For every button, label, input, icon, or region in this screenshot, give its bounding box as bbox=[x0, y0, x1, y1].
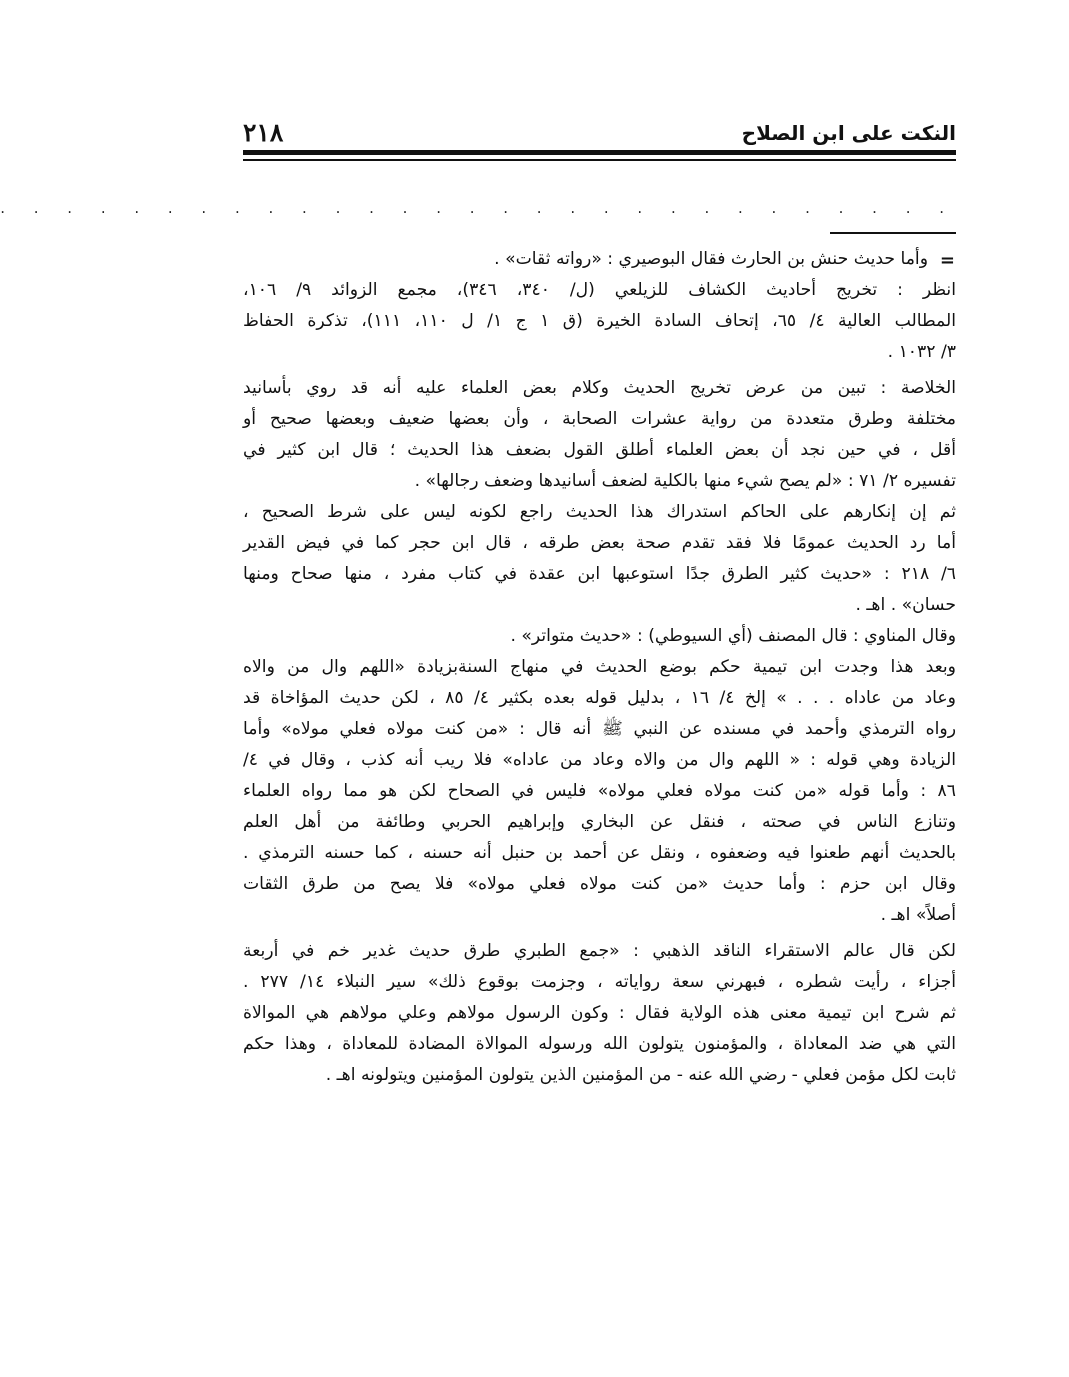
text-line: انظر : تخريج أحاديث الكشاف للزيلعي (ل/ ٣٤٠، ٣٤٦)، مجمع الزوائد ٩/ ١٠٦، bbox=[243, 280, 956, 300]
text-line: حسان» . اهـ . bbox=[855, 595, 956, 615]
text-line: ثابت لكل مؤمن فعلي - رضي الله عنه - من المؤمنين الذين يتولون المؤمنين ويتولونه اهـ . bbox=[325, 1065, 956, 1085]
page-header bbox=[243, 118, 956, 148]
text-line: رواه الترمذي وأحمد في مسنده عن النبي ﷺ أنه قال : «من كنت مولاه فعلي مولاه» وأما bbox=[243, 719, 956, 739]
text-line: وقال ابن حزم : وأما حديث «من كنت مولاه فعلي مولاه» فلا يصح من طرق الثقات bbox=[243, 874, 956, 894]
text-line: ٨٦ : وأما قوله «من كنت مولاه فعلي مولاه» فليس في الصحاح لكن هو مما رواه العلماء bbox=[243, 781, 956, 801]
text-line: أصلاً» اهـ . bbox=[880, 905, 956, 925]
book-title: النكت على ابن الصلاح bbox=[741, 121, 956, 145]
text-line: وعاد من عاداه . . . » إلخ ٤/ ١٦ ، بدليل قوله بعده بكثير ٤/ ٨٥ ، لكن حديث المؤاخاة قد bbox=[243, 688, 956, 708]
text-line: وقال المناوي : قال المصنف (أي السيوطي) : «حديث متواتر» . bbox=[510, 626, 956, 646]
footnote-rule bbox=[830, 232, 956, 234]
text-line: ثم إن إنكارهم على الحاكم استدراك هذا الحديث راجع لكونه ليس على شرط الصحيح ، bbox=[243, 502, 956, 522]
text-line: لكن قال عالم الاستقراء الناقد الذهبي : «جمع الطبري طرق حديث غدير خم في أربعة bbox=[243, 941, 956, 961]
text-line: الخلاصة : تبين من عرض تخريج الحديث وكلام بعض العلماء عليه أنه قد روي بأسانيد bbox=[243, 378, 956, 398]
footnote-text bbox=[243, 244, 956, 1091]
text-line: وأما حديث حنش بن الحارث فقال البوصيري : «رواته ثقات» . bbox=[494, 249, 928, 269]
text-line: مختلفة وطرق متعددة من رواية عشرات الصحابة ، وأن بعضها ضعيف وبعضها صحيح أو bbox=[243, 409, 956, 429]
header-rule-thick bbox=[243, 150, 956, 155]
header-rule-thin bbox=[243, 159, 956, 161]
text-line: ٦/ ٢١٨ : «حديث كثير الطرق جدًا استوعبها ابن عقدة في كتاب مفرد ، منها صحاح ومنها bbox=[243, 564, 956, 584]
text-line: التي هي ضد المعاداة ، والمؤمنون يتولون الله ورسوله الموالاة المضادة للمعاداة ، وهذا حكم bbox=[243, 1034, 956, 1054]
text-line: أقل ، في حين نجد أن بعض العلماء أطلق القول بضعف هذا الحديث ؛ قال ابن كثير في bbox=[243, 440, 956, 460]
text-line: تفسيره ٢/ ٧١ : «لم يصح شيء منها بالكلية لضعف أسانيدها وضعف رجالها» . bbox=[414, 471, 956, 491]
text-line: ٣/ ١٠٣٢ . bbox=[887, 342, 956, 362]
separator-dots: . . . . . . . . . . . . . . . . . . . . . . . . . . . . . bbox=[0, 199, 956, 217]
page-number: ٢١٨ bbox=[243, 118, 284, 147]
text-line: وتنازع الناس في صحته ، فنقل عن البخاري وإبراهيم الحربي وطائفة من أهل العلم bbox=[243, 812, 956, 832]
text-line: ثم شرح ابن تيمية معنى هذه الولاية فقال : وكون الرسول مولاهم وعلي مولاهم هي الموالاة bbox=[243, 1003, 956, 1023]
text-line: أجزاء ، رأيت شطره ، فبهرني سعة رواياته ، وجزمت بوقوع ذلك» سير النبلاء ١٤/ ٢٧٧ . bbox=[243, 972, 956, 992]
text-line: الزيادة وهي قوله : « اللهم وال من والاه وعاد من عاداه» فلا ريب أنه كذب ، وقال في ٤/ bbox=[243, 750, 956, 770]
continuation-mark: = bbox=[939, 250, 955, 271]
text-line: أما رد الحديث عمومًا فلا فقد تقدم صحة بعض طرقه ، قال ابن حجر كما في فيض القدير bbox=[243, 533, 956, 553]
text-line: وبعد هذا وجدت ابن تيمية حكم بوضع الحديث في منهاج السنةبزيادة «اللهم وال من والاه bbox=[243, 657, 956, 677]
text-line: بالحديث أنهم طعنوا فيه وضعفوه ، ونقل عن أحمد بن حنبل أنه حسنه ، كما حسنه الترمذي . bbox=[243, 843, 956, 863]
text-line: المطالب العالية ٤/ ٦٥، إتحاف السادة الخيرة (ق ١ ج ١/ ل ١١٠، ١١١)، تذكرة الحفاظ bbox=[243, 311, 956, 331]
